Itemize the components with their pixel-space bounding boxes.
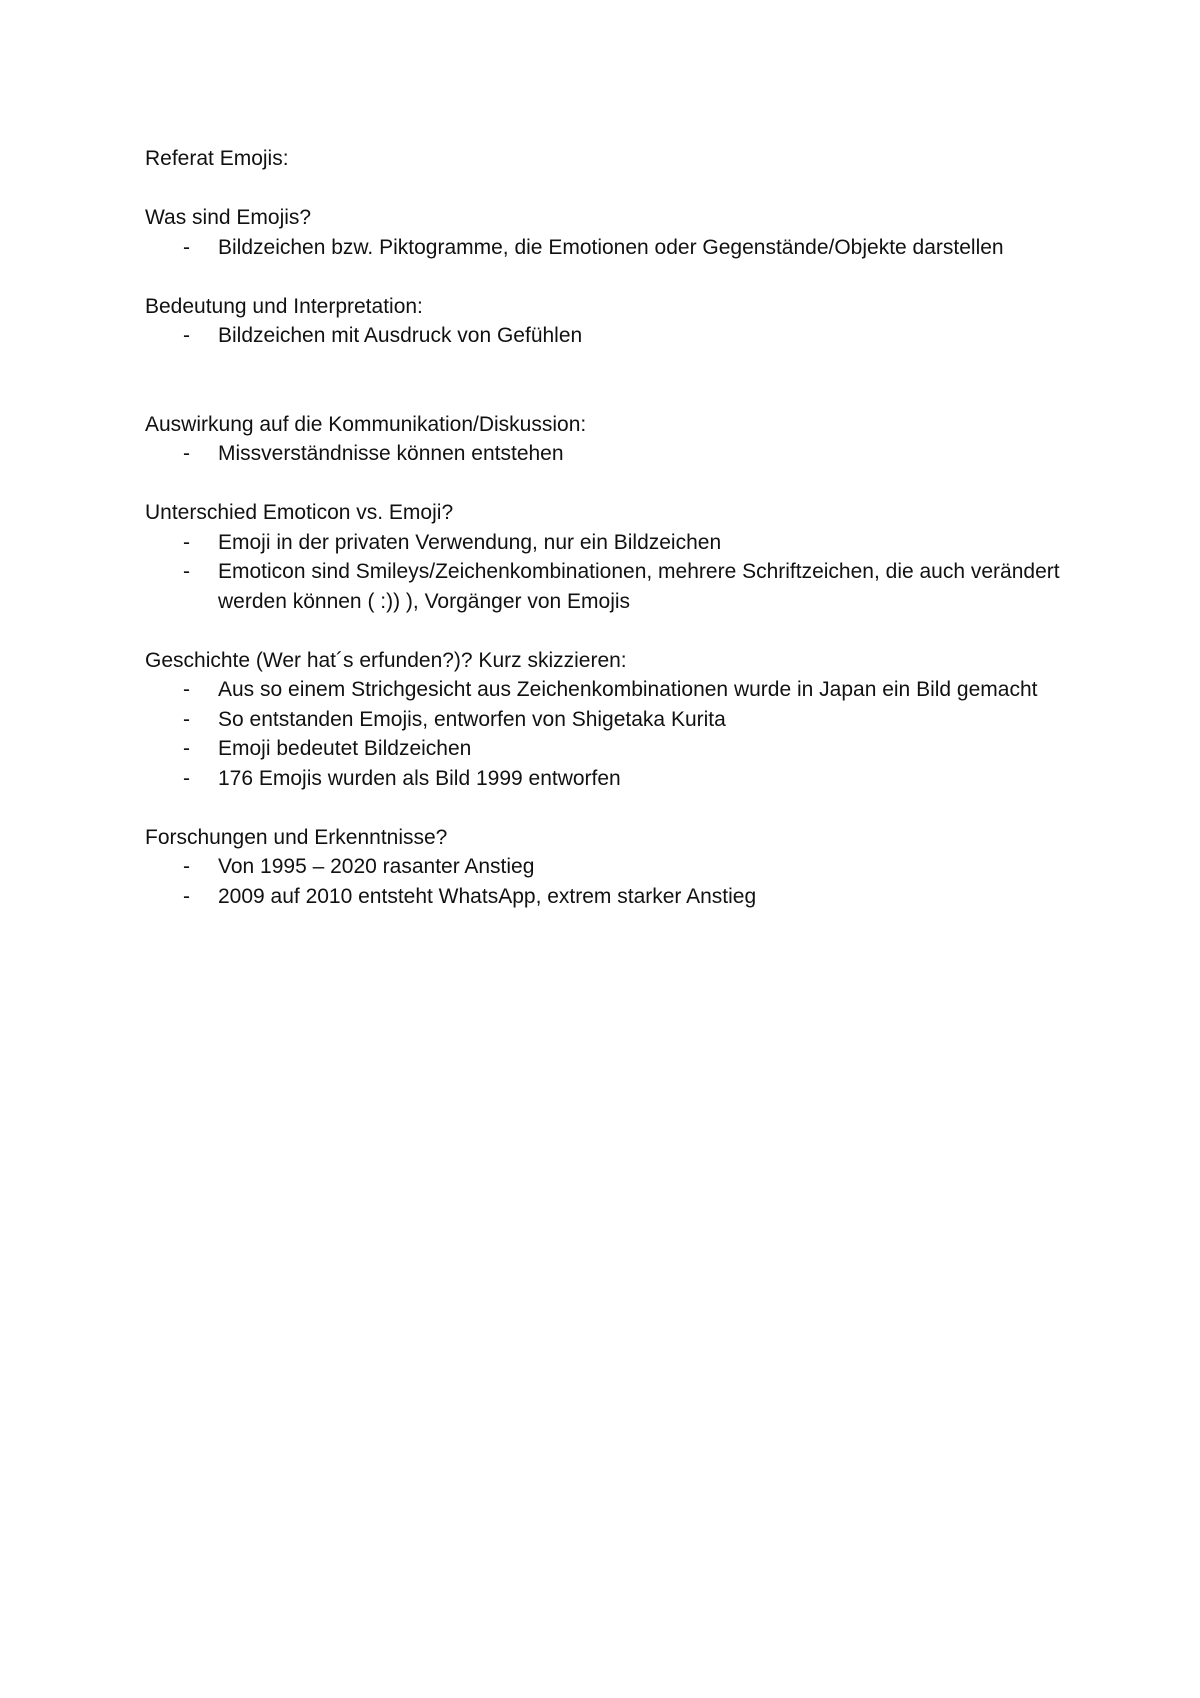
- list-item-text: Emoji bedeutet Bildzeichen: [218, 737, 472, 760]
- section-heading: Was sind Emojis?: [145, 206, 312, 229]
- section-heading: Unterschied Emoticon vs. Emoji?: [145, 501, 454, 524]
- list-item: [145, 705, 1088, 735]
- bullet-list: [145, 528, 1105, 617]
- section-auswirkung: [145, 410, 1105, 469]
- document-body: [145, 144, 1105, 911]
- dash-bullet-marker: -: [183, 707, 190, 731]
- list-item: [145, 557, 1088, 616]
- dash-bullet-marker: -: [183, 855, 190, 878]
- dash-bullet-marker: -: [183, 530, 190, 554]
- list-item-text: Missverständnisse können entstehen: [218, 442, 564, 465]
- list-item: [145, 764, 1088, 794]
- list-item: [145, 675, 1088, 705]
- list-item-text: 2009 auf 2010 entsteht WhatsApp, extrem starker Anstieg: [218, 884, 757, 908]
- list-item: [145, 233, 1088, 263]
- list-item-text: So entstanden Emojis, entworfen von Shigetaka Kurita: [218, 707, 726, 731]
- list-item-text: Bildzeichen mit Ausdruck von Gefühlen: [218, 324, 583, 347]
- dash-bullet-marker: -: [183, 737, 190, 760]
- dash-bullet-marker: -: [183, 766, 190, 790]
- section-heading: Bedeutung und Interpretation:: [145, 294, 423, 318]
- section-heading: Auswirkung auf die Kommunikation/Diskussion:: [145, 412, 587, 436]
- dash-bullet-marker: -: [183, 324, 190, 347]
- list-item: [145, 321, 1088, 351]
- dash-bullet-marker: -: [183, 442, 190, 465]
- bullet-list: [145, 233, 1105, 263]
- bullet-list: [145, 439, 1105, 469]
- section-was-sind-emojis: [145, 203, 1105, 262]
- list-item-text: Emoji in der privaten Verwendung, nur ein Bildzeichen: [218, 530, 722, 554]
- dash-bullet-marker: -: [183, 560, 190, 583]
- dash-bullet-marker: -: [183, 235, 190, 259]
- list-item: [145, 734, 1088, 764]
- bullet-list: [145, 852, 1105, 911]
- list-item-text: Bildzeichen bzw. Piktogramme, die Emotionen oder Gegenstände/Objekte darstellen: [218, 235, 1004, 259]
- section-heading: Forschungen und Erkenntnisse?: [145, 825, 448, 849]
- list-item: [145, 852, 1088, 882]
- section-bedeutung: [145, 292, 1105, 351]
- section-heading: Geschichte (Wer hat´s erfunden?)? Kurz skizzieren:: [145, 648, 627, 672]
- dash-bullet-marker: -: [183, 884, 190, 908]
- bullet-list: [145, 675, 1105, 793]
- list-item: [145, 528, 1088, 558]
- list-item: [145, 439, 1088, 469]
- list-item-text: 176 Emojis wurden als Bild 1999 entworfen: [218, 766, 621, 790]
- bullet-list: [145, 321, 1105, 351]
- list-item-text: Von 1995 – 2020 rasanter Anstieg: [218, 855, 535, 878]
- document-title: Referat Emojis:: [145, 147, 289, 170]
- list-item-text: Aus so einem Strichgesicht aus Zeichenkombinationen wurde in Japan ein Bild gemacht: [218, 678, 1038, 701]
- list-item: [145, 882, 1088, 912]
- list-item-text: Emoticon sind Smileys/Zeichenkombinationen, mehrere Schriftzeichen, die auch verändert werden können ( :)) ), Vorgänger von Emojis: [218, 560, 1060, 613]
- section-unterschied: [145, 498, 1105, 616]
- section-geschichte: [145, 646, 1105, 794]
- dash-bullet-marker: -: [183, 678, 190, 701]
- section-forschungen: [145, 823, 1105, 912]
